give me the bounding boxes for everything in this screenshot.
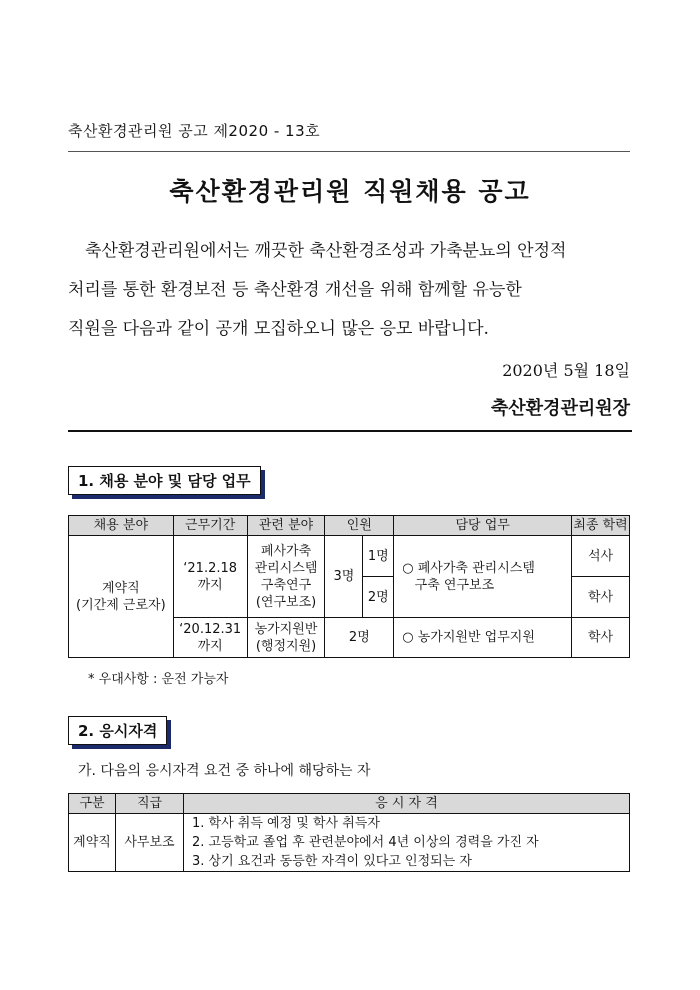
column-header: 구분: [69, 794, 116, 814]
column-header: 최종 학력: [572, 516, 630, 536]
table-cell: 사무보조: [116, 814, 184, 872]
section-heading: 2. 응시자격: [68, 716, 167, 745]
table-cell: 학사: [572, 618, 630, 658]
table-cell: 1명: [363, 536, 394, 577]
preference-note: * 우대사항 : 운전 가능자: [88, 672, 229, 687]
table-cell: 계약직: [69, 814, 116, 872]
table-cell: 석사: [572, 536, 630, 577]
column-header: 관련 분야: [247, 516, 325, 536]
column-header: 인원: [325, 516, 394, 536]
notice-date: 2020년 5월 18일: [502, 361, 630, 380]
table-cell: 계약직 (기간제 근로자): [69, 536, 174, 658]
column-header: 응 시 자 격: [184, 794, 630, 814]
divider: [68, 430, 632, 432]
table-cell: 2명: [363, 577, 394, 618]
recruitment-table: [68, 515, 630, 658]
table-cell: 폐사가축 관리시스템 구축연구 (연구보조): [247, 536, 325, 618]
notice-number: 축산환경관리원 공고 제2020 - 13호: [68, 122, 321, 140]
intro-paragraph: [68, 232, 634, 349]
column-header: 채용 분야: [69, 516, 174, 536]
intro-line: 처리를 통한 환경보전 등 축산환경 개선을 위해 함께할 유능한: [68, 280, 522, 300]
table-cell: 학사: [572, 577, 630, 618]
table-cell: 2명: [325, 618, 394, 658]
table-cell: ○ 폐사가축 관리시스템 구축 연구보조: [394, 536, 572, 618]
qualification-item: 3. 상기 요건과 동등한 자격이 있다고 인정되는 자: [184, 852, 630, 872]
section-heading: 1. 채용 분야 및 담당 업무: [68, 466, 261, 495]
column-header: 근무기간: [173, 516, 247, 536]
qualification-item: 1. 학사 취득 예정 및 학사 취득자: [184, 814, 630, 834]
table-cell: ‘21.2.18 까지: [173, 536, 247, 618]
page-title: 축산환경관리원 직원채용 공고: [169, 177, 531, 206]
divider: [68, 151, 630, 152]
table-cell: ‘20.12.31 까지: [173, 618, 247, 658]
column-header: 담당 업무: [394, 516, 572, 536]
qualification-item: 2. 고등학교 졸업 후 관련분야에서 4년 이상의 경력을 가진 자: [184, 833, 630, 852]
table-cell: 농가지원반 (행정지원): [247, 618, 325, 658]
table-cell: ○ 농가지원반 업무지원: [394, 618, 572, 658]
intro-line: 직원을 다음과 같이 공개 모집하오니 많은 응모 바랍니다.: [68, 319, 489, 339]
condition-text: 가. 다음의 응시자격 요건 중 하나에 해당하는 자: [78, 763, 371, 779]
intro-line: 축산환경관리원에서는 깨끗한 축산환경조성과 가축분뇨의 안정적: [85, 241, 567, 261]
qualification-table: [68, 793, 630, 872]
column-header: 직급: [116, 794, 184, 814]
table-cell: 3명: [325, 536, 363, 618]
issuer: 축산환경관리원장: [490, 398, 630, 419]
